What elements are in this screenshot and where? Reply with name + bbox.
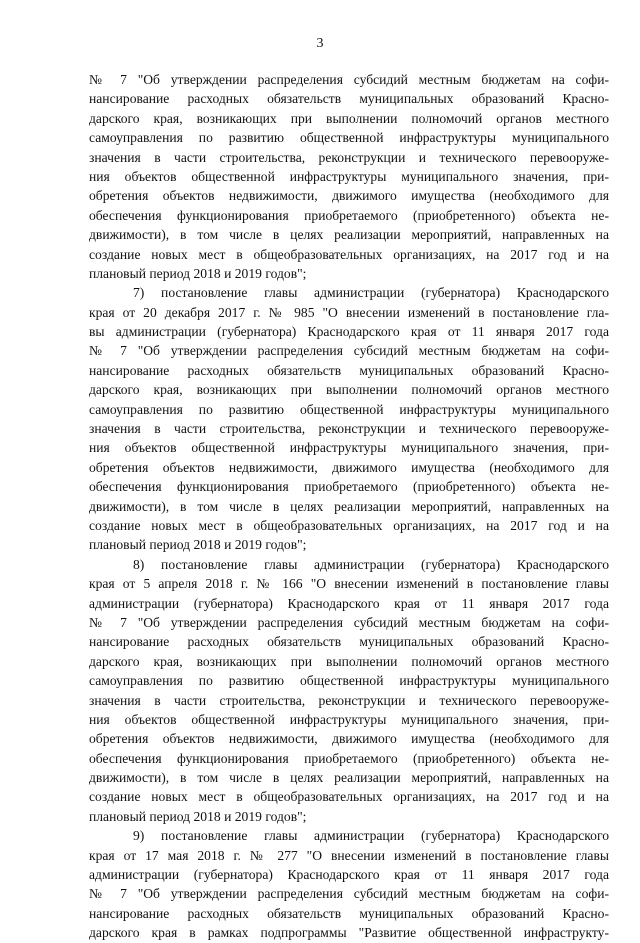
text-line: значения в части строительства, реконструкции и технического перевооруже- [89, 149, 609, 165]
text-line: 9) постановление главы администрации (губернатора) Краснодарского [133, 828, 609, 844]
text-line: дарского края, возникающих при выполнении полномочий органов местного [89, 653, 609, 669]
text-line: нансирование расходных обязательств муниципальных образований Красно- [89, 362, 609, 378]
text-line: плановый период 2018 и 2019 годов"; [89, 808, 307, 824]
text-line: плановый период 2018 и 2019 годов"; [89, 265, 307, 281]
text-line: плановый период 2018 и 2019 годов"; [89, 537, 307, 553]
text-line: дарского края, возникающих при выполнении полномочий органов местного [89, 382, 609, 398]
text-line: № 7 "Об утверждении распределения субсидий местным бюджетам на софи- [89, 72, 609, 87]
text-line: администрации (губернатора) Краснодарского края от 11 января 2017 года [89, 595, 609, 611]
text-line: нансирование расходных обязательств муниципальных образований Красно- [89, 91, 609, 107]
text-line: создание новых мест в общеобразовательных организациях, на 2017 год и на [89, 789, 609, 805]
text-line: нансирование расходных обязательств муниципальных образований Красно- [89, 905, 609, 921]
text-line: ния объектов общественной инфраструктуры муниципального значения, при- [89, 440, 609, 456]
text-line: ния объектов общественной инфраструктуры муниципального значения, при- [89, 168, 609, 184]
text-line: № 7 "Об утверждении распределения субсидий местным бюджетам на софи- [89, 343, 609, 359]
text-line: значения в части строительства, реконструкции и технического перевооруже- [89, 692, 609, 708]
text-line: края от 20 декабря 2017 г. № 985 "О внесении изменений в постановление гла- [89, 304, 609, 320]
text-line: значения в части строительства, реконструкции и технического перевооруже- [89, 421, 609, 437]
text-line: 8) постановление главы администрации (губернатора) Краснодарского [133, 556, 609, 572]
text-line: администрации (губернатора) Краснодарского края от 11 января 2017 года [89, 867, 609, 883]
text-line: самоуправления по развитию общественной инфраструктуры муниципального [89, 130, 609, 146]
text-line: нансирование расходных обязательств муниципальных образований Красно- [89, 634, 609, 650]
text-line: движимости), в том числе в целях реализации мероприятий, направленных на [89, 498, 609, 514]
text-line: движимости), в том числе в целях реализации мероприятий, направленных на [89, 227, 609, 243]
text-line: создание новых мест в общеобразовательных организациях, на 2017 год и на [89, 246, 609, 262]
text-line: создание новых мест в общеобразовательных организациях, на 2017 год и на [89, 517, 609, 533]
text-line: движимости), в том числе в целях реализации мероприятий, направленных на [89, 770, 609, 786]
text-line: обеспечения функционирования приобретаемого (приобретенного) объекта не- [89, 750, 609, 766]
text-line: 7) постановление главы администрации (губернатора) Краснодарского [133, 285, 609, 301]
page-number: 3 [316, 36, 324, 51]
text-line: самоуправления по развитию общественной инфраструктуры муниципального [89, 401, 609, 417]
text-line: обретения объектов недвижимости, движимого имущества (необходимого для [89, 188, 609, 204]
text-line: края от 17 мая 2018 г. № 277 "О внесении изменений в постановление главы [89, 847, 609, 863]
text-line: обеспечения функционирования приобретаемого (приобретенного) объекта не- [89, 479, 609, 495]
text-line: ния объектов общественной инфраструктуры муниципального значения, при- [89, 711, 609, 727]
text-line: самоуправления по развитию общественной инфраструктуры муниципального [89, 673, 609, 689]
document-body [89, 70, 609, 943]
text-line: обеспечения функционирования приобретаемого (приобретенного) объекта не- [89, 207, 609, 223]
text-line: обретения объектов недвижимости, движимого имущества (необходимого для [89, 731, 609, 747]
text-line: вы администрации (губернатора) Краснодарского края от 11 января 2017 года [89, 324, 609, 340]
text-line: обретения объектов недвижимости, движимого имущества (необходимого для [89, 459, 609, 475]
text-line: № 7 "Об утверждении распределения субсидий местным бюджетам на софи- [89, 614, 609, 630]
text-line: дарского края в рамках подпрограммы "Развитие общественной инфраструкту- [89, 925, 609, 941]
text-line: дарского края, возникающих при выполнении полномочий органов местного [89, 110, 609, 126]
text-line: края от 5 апреля 2018 г. № 166 "О внесении изменений в постановление главы [89, 576, 609, 592]
text-line: № 7 "Об утверждении распределения субсидий местным бюджетам на софи- [89, 886, 609, 902]
